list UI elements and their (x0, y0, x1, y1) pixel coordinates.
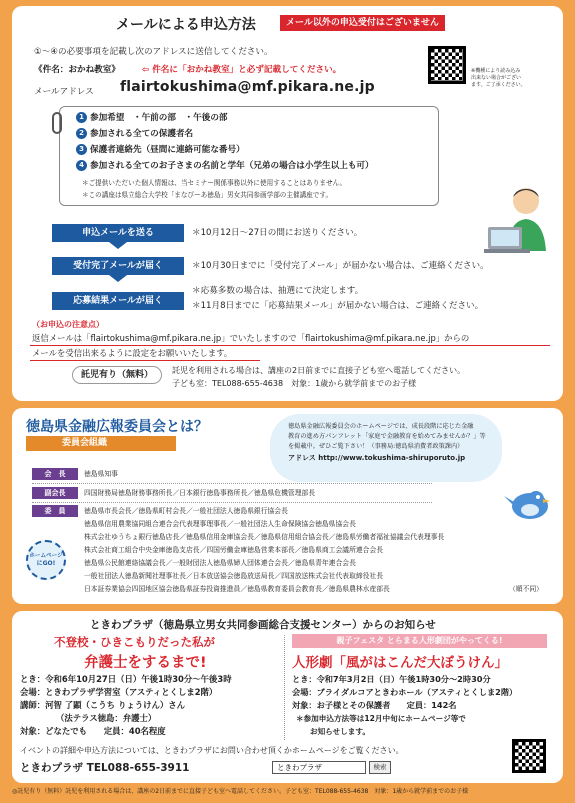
address-label: メールアドレス (34, 87, 94, 97)
email-address[interactable]: flairtokushima@mf.pikara.ne.jp (120, 79, 375, 95)
left-headline-1: 不登校・ひきこもりだった私が (54, 635, 215, 649)
badge-vice-chair: 副会長 (32, 487, 78, 499)
step-send-email: 申込メールを送る (52, 224, 184, 242)
order-note: （順不同） (509, 585, 543, 593)
right-headline: 人形劇「風がはこんだ大ぼうけん」 (292, 655, 508, 671)
committee-panel (12, 408, 563, 604)
left-when: とき：令和6年10月27日（日）午後1時30分～午後3時 (20, 674, 232, 684)
application-panel (12, 6, 563, 401)
right-banner: 親子フェスタ とらまる人形劇団がやってくる! (292, 634, 547, 648)
qr-code-email[interactable] (428, 46, 466, 84)
step-2-note: ＊10月30日までに「受付完了メール」が届かない場合は、ご連絡ください。 (192, 261, 489, 271)
divider (32, 502, 432, 503)
step-1-note: ＊10月12日～27日の間にお送りください。 (192, 228, 363, 238)
caution-underline-1 (30, 345, 550, 346)
right-when: とき：令和7年3月2日（日）午後1時30分～2時30分 (292, 674, 491, 684)
homepage-go-button[interactable]: ホームページ にGO! (26, 540, 66, 580)
privacy-note-1: ＊ご提供いただいた個人情報は、当セミナー関係事務以外に使用することはありません。 (82, 179, 347, 187)
tokiwa-title: ときわプラザ（徳島県立男女共同参画総合支援センター）からのお知らせ (90, 619, 436, 631)
divider (32, 483, 432, 484)
childcare-line-2: 子ども室：TEL088-655-4638 対象：1歳から就学前までのお子様 (172, 379, 417, 388)
item-3: 3 保護者連絡先（昼間に連絡可能な番号） (76, 144, 245, 157)
caution-title: （お申込の注意点） (32, 320, 104, 329)
step-arrow-1 (109, 242, 127, 249)
committee-title: 徳島県金融広報委員会とは？ (26, 419, 208, 435)
email-only-banner: メール以外の申込受付はございません (280, 15, 445, 31)
item-2: 2 参加される全ての保護者名 (76, 128, 193, 141)
childcare-line-1: 託児を利用される場合は、講座の2日前までに直接子ども室へ電話してください。 (172, 366, 466, 375)
badge-chair: 会 長 (32, 468, 78, 480)
info-text: イベントの詳細や申込方法については、ときわプラザにお問い合わせ頂くかホームページをご覧ください。 (20, 746, 404, 755)
step-3-note-1: ＊応募多数の場合は、抽選にて決定します。 (192, 286, 364, 296)
members-list: 徳島県市長会長／徳島県町村会長／一般社団法人徳島県銀行協会長 徳島県信用農業協同組合連合会代表理事理事長／一般社団法人生命保険協会徳島県協会長 株式会社ゆうちょ銀行徳島店長／徳島県信用金庫協会長／徳島県信用組合協会長／徳島県労働者福祉協議会代表理事長 株式会社商工組合中央金庫徳島支店長／四国労働金庫徳島営業本部長／徳島県商工会議所連合会長 徳島県公民館連絡協議会長／一般財団法人徳島県婦人団体連合会長／徳島県青年連合会長 一般社団法人徳島新聞社理事社長／日本放送協会徳島放送局長／四国放送株式会社代表取締役社長 日本証券業協会四国地区協会徳島県証券投資推進員／徳島県教育委員会教育長／徳島県農林水産部長 (84, 507, 445, 593)
bird-illustration (504, 484, 554, 522)
caution-line-1: 返信メールは「flairtokushima@mf.pikara.ne.jp」でいたしますので「flairtokushima@mf.pikara.ne.jp」からの (32, 333, 470, 343)
intro-text: ①～④の必要事項を記載し次のアドレスに送信してください。 (34, 47, 273, 57)
step-arrow-2 (109, 275, 127, 282)
left-lecturer-sub: （法テラス徳島：弁護士） (56, 713, 157, 723)
badge-members: 委 員 (32, 505, 78, 517)
tokiwa-plaza-panel (12, 611, 563, 783)
qr-note: ※機種により読み込み 出来ない場合がござい ます。ご了承ください。 (471, 68, 526, 88)
committee-desc-3: を掲載中。ぜひご覧下さい！（事務局:徳島県消費者政策課内） (288, 443, 464, 450)
step-result-email: 応募結果メールが届く (52, 292, 184, 310)
subject-label: 《件名：おかね教室》 (34, 65, 120, 75)
committee-desc-1: 徳島県金融広報委員会のホームページでは、成長段階に応じた金融 (288, 423, 474, 430)
committee-desc-2: 教育の進め方パンフレット「家庭で金融教育を始めてみませんか？」等 (288, 433, 486, 440)
right-where: 会場：ブライダルコアときわホール（アスティとくしま2階） (292, 687, 518, 697)
privacy-note-2: ＊この講座は県立総合大学校「まなびーあ徳島」男女共同参画学部の主催講座です。 (82, 191, 333, 199)
left-lecturer: 講師：河智 了顕（こうち りょうけん）さん (20, 700, 185, 710)
caution-line-2: メールを受信出来るように設定をお願いいたします。 (32, 348, 233, 358)
item-4: 4 参加される全てのお子さまの名前と学年（兄弟の場合は小学生以上も可） (76, 160, 374, 173)
right-target: 対象：お子様とその保護者 定員：142名 (292, 700, 457, 710)
committee-url-link[interactable]: http://www.tokushima-shiruporuto.jp (318, 454, 466, 462)
right-note-2: お知らせします。 (310, 727, 370, 736)
step-3-note-2: ＊11月8日までに「応募結果メール」が届かない場合は、ご連絡ください。 (192, 301, 484, 311)
chair-text: 徳島県知事 (84, 470, 118, 478)
footer-childcare-note: ◎託児有り（無料）託児を利用される場合は、講座の2日前までに直接子ども室へ電話してください。子ども室：TEL088-655-4638 対象：1歳から就学前までのお子様 (12, 788, 469, 795)
caution-underline-2 (30, 360, 260, 361)
left-where: 会場：ときわプラザ学習室（アスティとくしま2階） (20, 687, 218, 697)
vice-chair-text: 四国財務局徳島財務事務所長／日本銀行徳島事務所長／徳島県危機管理部長 (84, 489, 316, 497)
left-target: 対象：どなたでも 定員：40名程度 (20, 726, 166, 736)
tokiwa-contact: ときわプラザ TEL088-655-3911 (20, 762, 190, 774)
right-note-1: ＊参加申込方法等は12月中旬にホームページ等で (296, 714, 466, 723)
column-divider (284, 635, 285, 740)
item-1: 1 参加希望 ・午前の部 ・午後の部 (76, 112, 228, 125)
search-input[interactable] (272, 761, 366, 774)
section-title-email-application: メールによる申込方法 (116, 17, 256, 33)
committee-subtitle: 委員会組織 (26, 436, 176, 451)
paperclip-icon (52, 112, 62, 134)
search-button[interactable]: 検索 (369, 761, 391, 774)
committee-url-row: アドレス http://www.tokushima-shiruporuto.jp (288, 454, 466, 462)
qr-code-tokiwa[interactable] (512, 739, 546, 773)
subject-note: ⇦ 件名に「おかね教室」と必ず記載してください。 (142, 65, 342, 75)
left-headline-2: 弁護士をするまで! (84, 655, 207, 671)
childcare-label: 託児有り（無料） (72, 366, 162, 384)
person-laptop-illustration (484, 181, 554, 261)
step-receipt-email: 受付完了メールが届く (52, 257, 184, 275)
